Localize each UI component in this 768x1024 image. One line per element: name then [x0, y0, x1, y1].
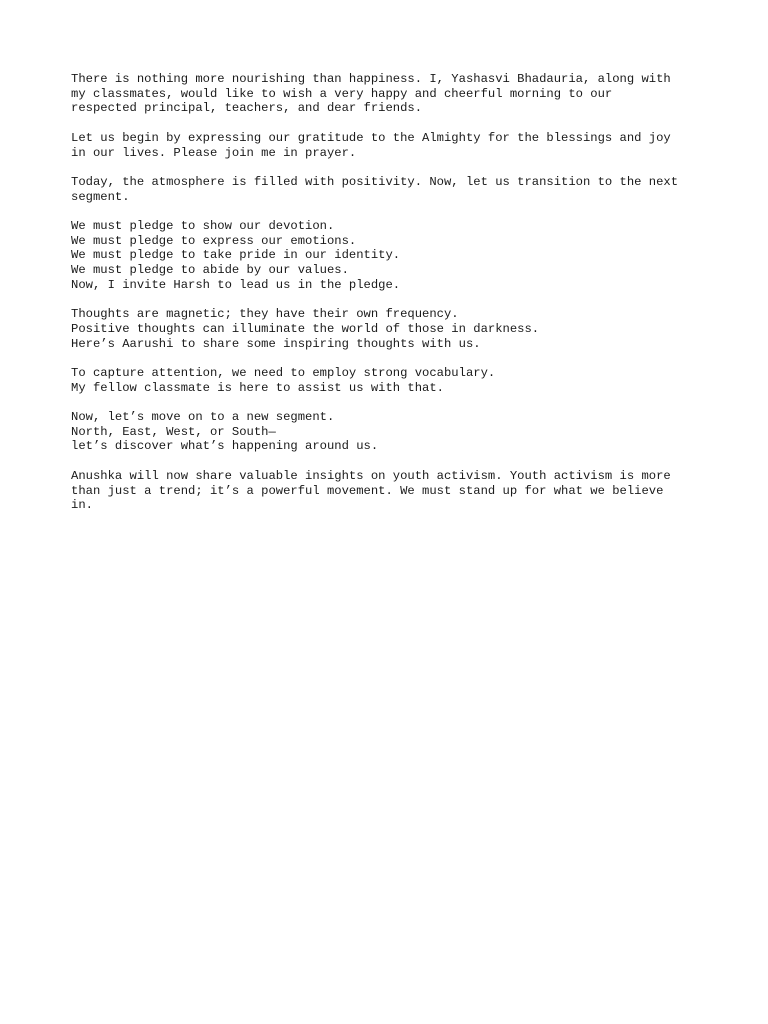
text-line: Now, let’s move on to a new segment.: [71, 410, 335, 425]
text-line: Anushka will now share valuable insights on youth activism. Youth activism is more: [71, 468, 671, 483]
paragraph-thoughts: [71, 307, 711, 351]
text-line: There is nothing more nourishing than happiness. I, Yashasvi Bhadauria, along with: [71, 72, 671, 86]
paragraph-prayer: [71, 131, 711, 160]
text-line: We must pledge to abide by our values.: [71, 263, 349, 278]
paragraph-transition: [71, 175, 711, 204]
text-line: To capture attention, we need to employ strong vocabulary.: [71, 365, 496, 380]
text-line: segment.: [71, 189, 130, 204]
text-line: let’s discover what’s happening around us.: [71, 439, 379, 454]
paragraph-greeting: [71, 72, 711, 116]
text-line: in.: [71, 498, 93, 513]
text-line: my classmates, would like to wish a very happy and cheerful morning to our: [71, 86, 613, 101]
text-line: Thoughts are magnetic; they have their own frequency.: [71, 307, 459, 322]
text-line: than just a trend; it’s a powerful movement. We must stand up for what we believe: [71, 483, 664, 498]
text-line: We must pledge to show our devotion.: [71, 218, 335, 233]
text-line: Let us begin by expressing our gratitude to the Almighty for the blessings and joy: [71, 130, 671, 145]
paragraph-pledge: [71, 219, 711, 293]
text-line: Positive thoughts can illuminate the world of those in darkness.: [71, 321, 540, 336]
text-line: North, East, West, or South—: [71, 424, 276, 439]
text-line: We must pledge to express our emotions.: [71, 233, 357, 248]
paragraph-vocabulary: [71, 366, 711, 395]
document-body: [71, 72, 711, 528]
text-line: Today, the atmosphere is filled with positivity. Now, let us transition to the next: [71, 174, 679, 189]
text-line: respected principal, teachers, and dear friends.: [71, 101, 423, 116]
text-line: Now, I invite Harsh to lead us in the pledge.: [71, 277, 401, 292]
text-line: We must pledge to take pride in our identity.: [71, 248, 401, 263]
text-line: in our lives. Please join me in prayer.: [71, 145, 357, 160]
text-line: Here’s Aarushi to share some inspiring thoughts with us.: [71, 336, 481, 351]
text-line: My fellow classmate is here to assist us with that.: [71, 380, 444, 395]
paragraph-news: [71, 410, 711, 454]
paragraph-activism: [71, 469, 711, 513]
